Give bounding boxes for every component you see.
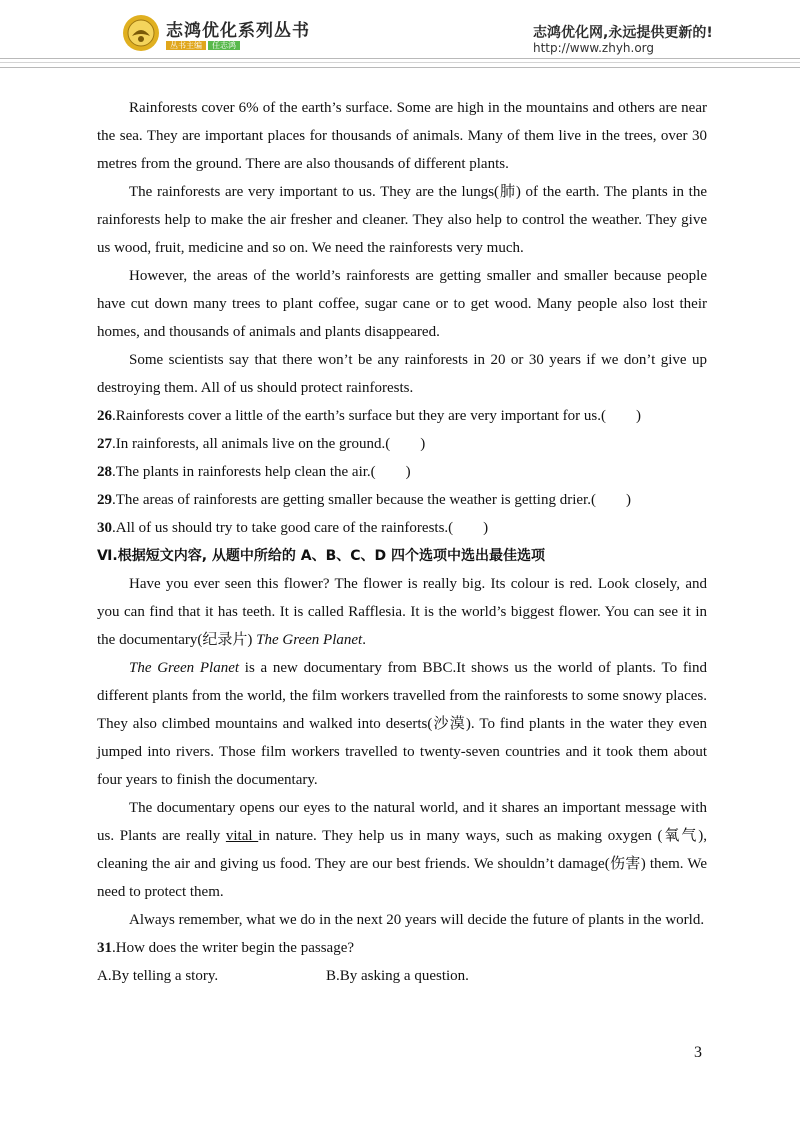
question-text: .All of us should try to take good care of the rainforests.( ) xyxy=(112,520,489,536)
page-header xyxy=(0,0,800,70)
question-31 xyxy=(97,934,707,962)
passage1-paragraph: The rainforests are very important to us. They are the lungs(肺) of the earth. The plants in the rainforests help to make the air fresher and cleaner. They also help to control the weather. They give us wood, fruit, medicine and so on. We need the rainforests very much. xyxy=(97,184,707,256)
passage2-text: in nature. They help us in many ways, such as making oxygen (氧气), cleaning the air and giving us food. They are our best friends. We shouldn’t damage(伤害) them. We need to protect them. xyxy=(97,828,708,900)
passage1-paragraph: Rainforests cover 6% of the earth’s surface. Some are high in the mountains and others are near the sea. They are important places for thousands of animals. Many of them live in the trees, over 30 metres from the ground. There are also thousands of different plants. xyxy=(97,100,707,172)
passage2-paragraph xyxy=(97,794,707,906)
editor-name: 任志鸿 xyxy=(208,41,240,50)
question-text: .The plants in rainforests help clean the air.( ) xyxy=(112,464,411,480)
documentary-title: The Green Planet xyxy=(129,660,240,676)
passage1-paragraph: However, the areas of the world’s rainforests are getting smaller and smaller because people have cut down many trees to plant coffee, sugar cane or to get wood. Many people also lost their homes, and thousands of animals and plants disappeared. xyxy=(97,268,707,340)
question-28 xyxy=(97,458,707,486)
passage2-text: . xyxy=(362,632,366,648)
series-editor-badges xyxy=(166,40,240,52)
passage2-text: Have you ever seen this flower? The flower is really big. Its colour is red. Look closely, and you can find that it has teeth. It is called Rafflesia. It is the world’s biggest flower. You can see it in the documentary(纪录片) xyxy=(97,576,707,648)
question-30 xyxy=(97,514,707,542)
site-slogan: 志鸿优化网,永远提供更新的! xyxy=(533,25,713,41)
editor-label: 丛书主编 xyxy=(166,41,206,50)
question-31-options xyxy=(97,962,707,990)
option-a: A.By telling a story. xyxy=(97,968,219,984)
passage2-text: The documentary opens our eyes to the natural world, and it shares an important message with us. Plants are really xyxy=(97,800,707,844)
page-content xyxy=(97,94,707,990)
question-text: .How does the writer begin the passage? xyxy=(112,940,355,956)
passage2-paragraph xyxy=(97,570,707,654)
passage1-paragraph: Some scientists say that there won’t be any rainforests in 20 or 30 years if we don’t give up destroying them. All of us should protect rainforests. xyxy=(97,352,707,396)
question-27 xyxy=(97,430,707,458)
section-heading: Ⅵ.根据短文内容, 从题中所给的 A、B、C、D 四个选项中选出最佳选项 xyxy=(97,548,546,564)
question-number: 29 xyxy=(97,492,112,508)
series-title: 志鸿优化系列丛书 xyxy=(166,21,310,41)
documentary-title: The Green Planet xyxy=(256,632,363,648)
page-number: 3 xyxy=(694,1044,702,1061)
site-url: http://www.zhyh.org xyxy=(533,41,655,55)
option-b: B.By asking a question. xyxy=(326,968,469,984)
question-number: 31 xyxy=(97,940,112,956)
question-number: 30 xyxy=(97,520,112,536)
underlined-word: vital xyxy=(225,828,259,844)
question-text: .The areas of rainforests are getting smaller because the weather is getting drier.( ) xyxy=(112,492,631,508)
question-number: 27 xyxy=(97,436,112,452)
zhyh-logo-icon xyxy=(122,14,160,52)
passage2-text: is a new documentary from BBC.It shows us the world of plants. To find different plants from the world, the film workers travelled from the rainforests to some snowy places. They also climbed mountains and walked into deserts(沙漠). To find plants in the water they even jumped into rivers. Those film workers travelled to twenty-seven countries and it took them about four years to finish the documentary. xyxy=(97,660,707,788)
question-text: .Rainforests cover a little of the earth’s surface but they are very important for us.( ) xyxy=(112,408,641,424)
question-number: 26 xyxy=(97,408,112,424)
question-29 xyxy=(97,486,707,514)
question-number: 28 xyxy=(97,464,112,480)
passage2-paragraph: Always remember, what we do in the next 20 years will decide the future of plants in the world. xyxy=(129,912,705,928)
question-26 xyxy=(97,402,707,430)
header-divider xyxy=(0,58,800,68)
passage2-paragraph xyxy=(97,654,707,794)
question-text: .In rainforests, all animals live on the ground.( ) xyxy=(112,436,426,452)
